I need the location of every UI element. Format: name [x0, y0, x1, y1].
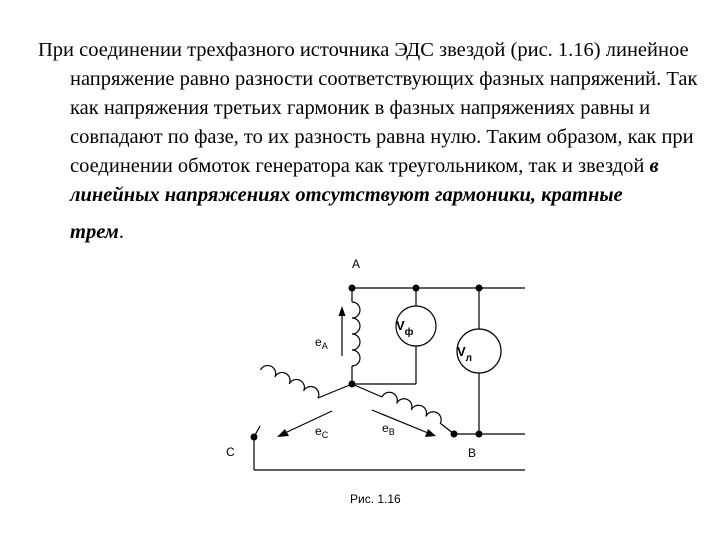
phase-a-coil — [352, 302, 360, 366]
emf-c-arrowhead — [277, 429, 289, 437]
emf-a-arrowhead — [339, 306, 346, 316]
phase-c-lead-1 — [318, 384, 352, 398]
node-b-label: B — [468, 446, 477, 460]
emf-b-arrowhead — [425, 429, 436, 437]
phase-voltmeter-label: $V_ф$ — [396, 318, 414, 338]
figure-caption: Рис. 1.16 — [350, 492, 401, 506]
neutral-dot — [349, 381, 356, 388]
paragraph-plain-text: При соединении трехфазного источника ЭДС звездой (рис. 1.16) линейное напряжение равно разности соответствующих фазных напряжений. Так как напряжения третьих гармоник в фазных напряжениях равны и совпадают по фазе, то их разность равна нулю. Таким образом, как при соединении обмоток генератора как треугольником, так и звездой — [38, 39, 698, 177]
junction-dot — [476, 431, 483, 438]
emf-a-label: $e_A$ — [315, 335, 328, 351]
node-c-dot — [251, 434, 258, 441]
junction-dot — [413, 285, 420, 292]
node-c-label: C — [226, 445, 235, 459]
node-b-dot — [451, 431, 458, 438]
paragraph-emphasis-text: в линейных напряжениях отсутствуют гармоники, кратные — [70, 155, 659, 206]
emf-b-arrow — [372, 410, 428, 433]
node-a-label: A — [352, 257, 361, 271]
emf-c-label: $e_C$ — [315, 424, 329, 440]
emf-b-label: $e_B$ — [382, 421, 395, 437]
phase-b-lead-1 — [352, 384, 382, 397]
paragraph-emphasis-text-end: трем — [70, 221, 119, 243]
phase-c-coil — [260, 363, 321, 398]
paragraph-tail: . — [118, 221, 124, 243]
node-a-dot — [349, 285, 356, 292]
line-voltmeter-label: $V_л$ — [457, 344, 473, 364]
junction-dot — [476, 285, 483, 292]
